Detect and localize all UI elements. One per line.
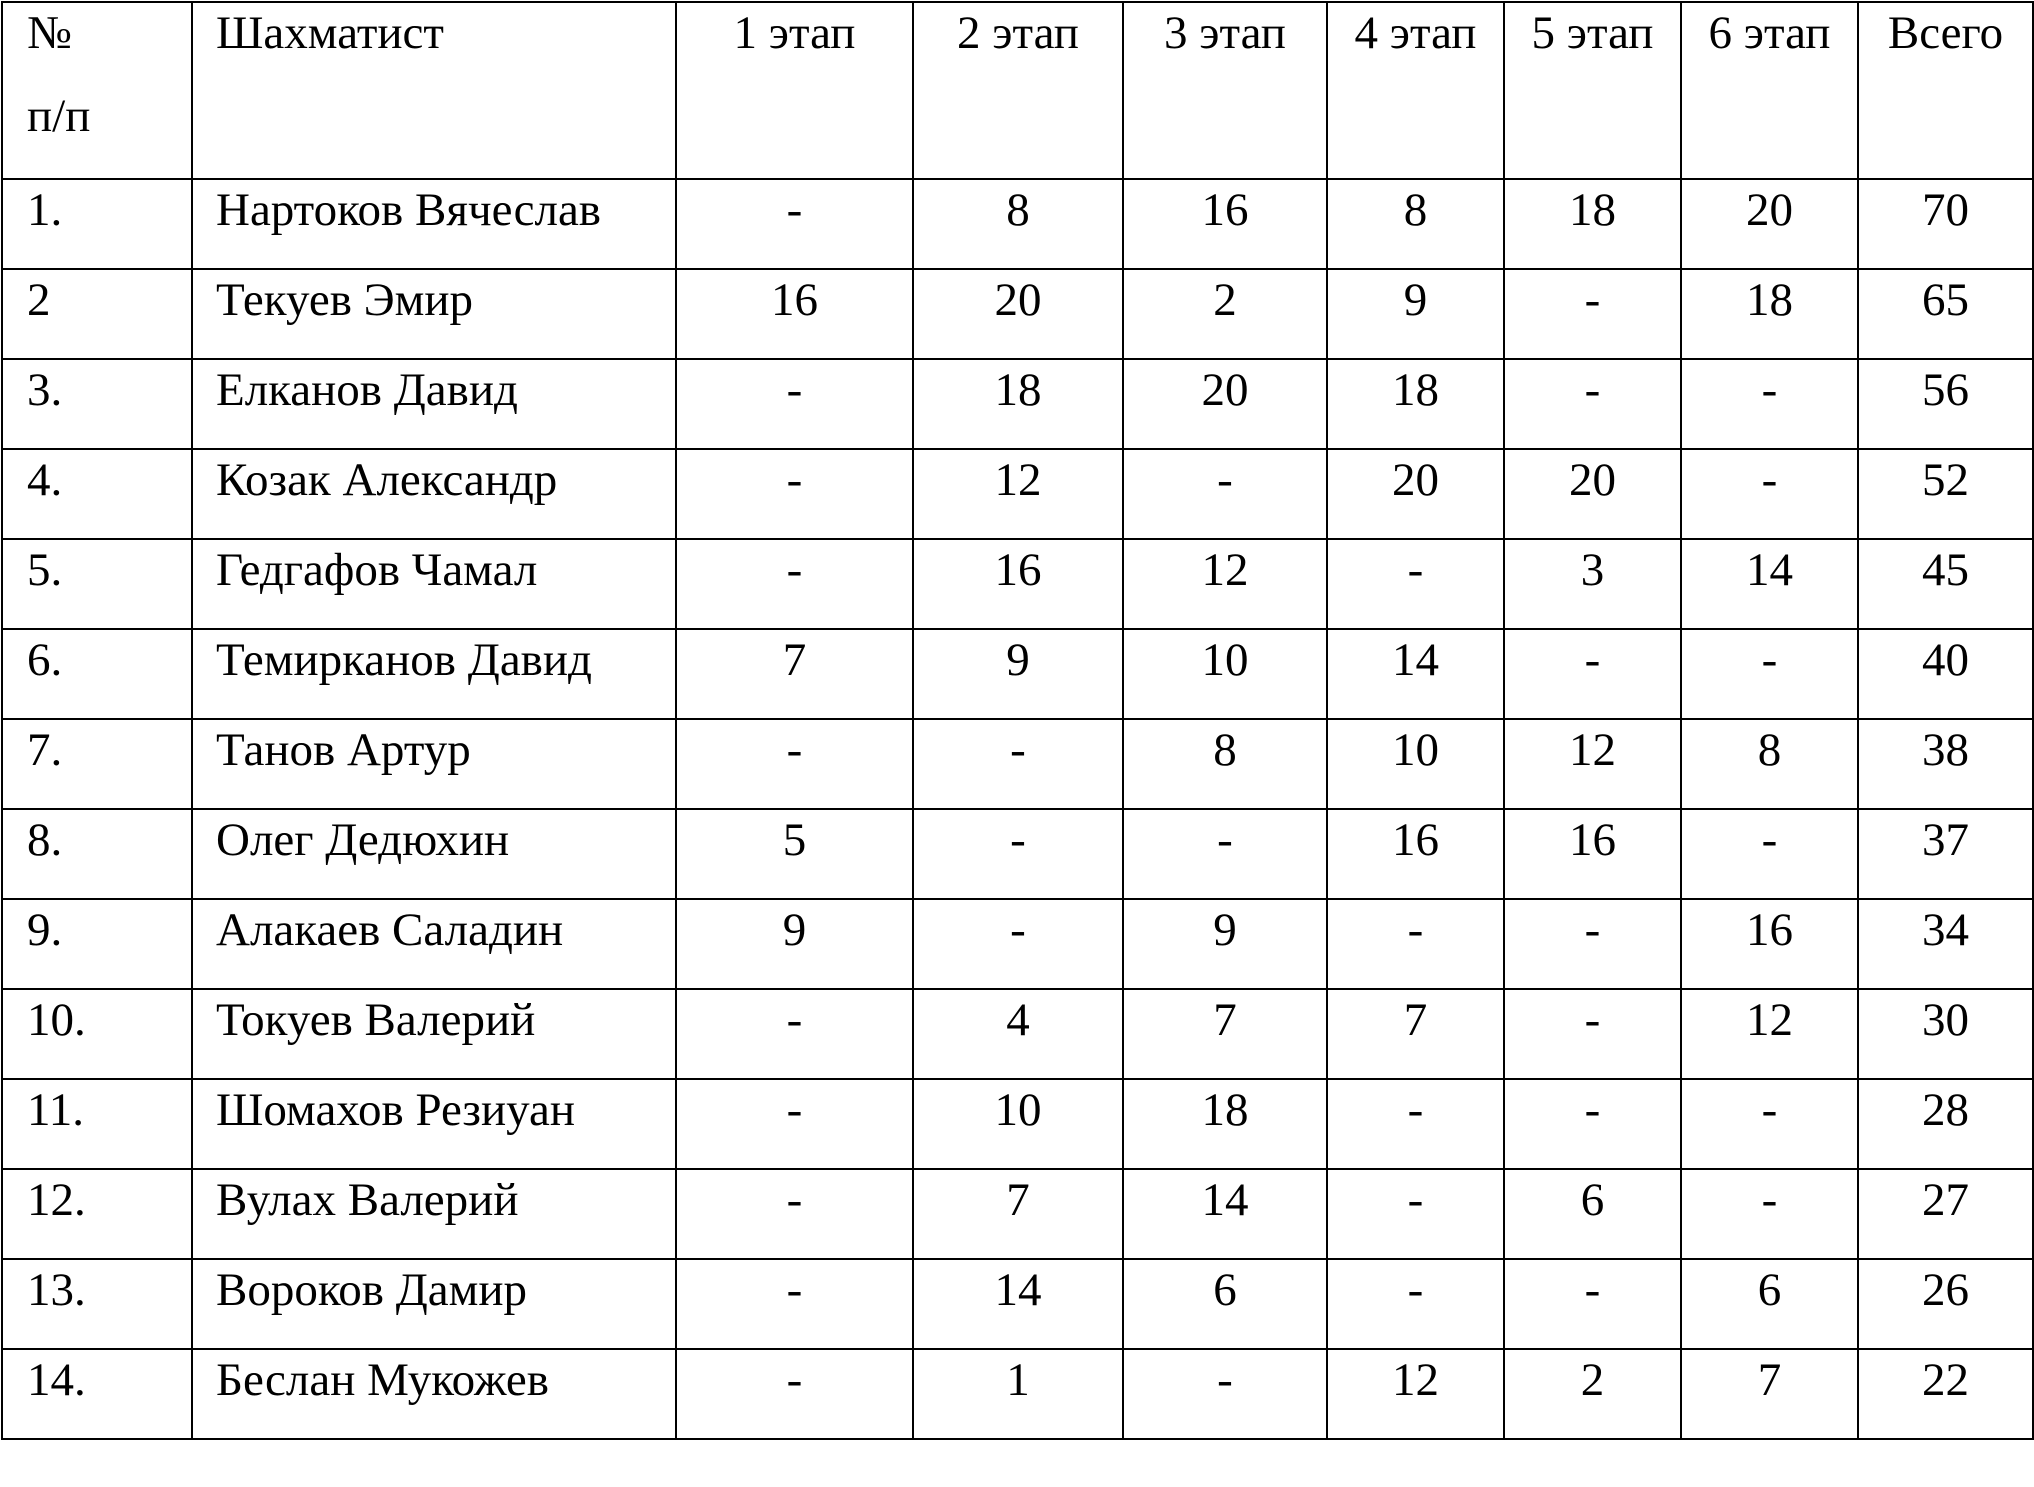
stage-3-points: 9 xyxy=(1123,899,1327,989)
table-row xyxy=(2,179,2033,269)
player-name: Гедгафов Чамал xyxy=(192,539,676,629)
stage-4-points: 10 xyxy=(1327,719,1504,809)
table-row xyxy=(2,809,2033,899)
row-number: 12. xyxy=(2,1169,192,1259)
stage-3-points: 8 xyxy=(1123,719,1327,809)
total-points: 27 xyxy=(1858,1169,2033,1259)
stage-2-points: - xyxy=(913,809,1123,899)
total-points: 65 xyxy=(1858,269,2033,359)
stage-5-points: - xyxy=(1504,899,1681,989)
total-points: 30 xyxy=(1858,989,2033,1079)
stage-4-points: 9 xyxy=(1327,269,1504,359)
player-name: Нартоков Вячеслав xyxy=(192,179,676,269)
header-stage-6: 6 этап xyxy=(1681,2,1858,179)
row-number: 10. xyxy=(2,989,192,1079)
stage-2-points: 7 xyxy=(913,1169,1123,1259)
stage-1-points: - xyxy=(676,719,913,809)
header-stage-1: 1 этап xyxy=(676,2,913,179)
stage-6-points: - xyxy=(1681,629,1858,719)
total-points: 37 xyxy=(1858,809,2033,899)
header-player: Шахматист xyxy=(192,2,676,179)
stage-6-points: 16 xyxy=(1681,899,1858,989)
table-row xyxy=(2,629,2033,719)
table-row xyxy=(2,539,2033,629)
results-table xyxy=(1,1,2034,1440)
stage-3-points: 14 xyxy=(1123,1169,1327,1259)
table-row xyxy=(2,359,2033,449)
stage-1-points: - xyxy=(676,539,913,629)
stage-5-points: 12 xyxy=(1504,719,1681,809)
table-row xyxy=(2,1349,2033,1439)
stage-4-points: 16 xyxy=(1327,809,1504,899)
stage-1-points: 7 xyxy=(676,629,913,719)
row-number: 13. xyxy=(2,1259,192,1349)
stage-4-points: 18 xyxy=(1327,359,1504,449)
header-number-symbol: № xyxy=(27,7,72,59)
stage-2-points: 12 xyxy=(913,449,1123,539)
stage-5-points: - xyxy=(1504,1259,1681,1349)
total-points: 28 xyxy=(1858,1079,2033,1169)
stage-5-points: 16 xyxy=(1504,809,1681,899)
row-number: 11. xyxy=(2,1079,192,1169)
stage-3-points: - xyxy=(1123,449,1327,539)
stage-1-points: - xyxy=(676,1079,913,1169)
stage-2-points: 10 xyxy=(913,1079,1123,1169)
player-name: Елканов Давид xyxy=(192,359,676,449)
player-name: Шомахов Резиуан xyxy=(192,1079,676,1169)
header-stage-5: 5 этап xyxy=(1504,2,1681,179)
stage-6-points: - xyxy=(1681,1169,1858,1259)
player-name: Вороков Дамир xyxy=(192,1259,676,1349)
header-stage-2: 2 этап xyxy=(913,2,1123,179)
player-name: Токуев Валерий xyxy=(192,989,676,1079)
stage-1-points: - xyxy=(676,1169,913,1259)
header-stage-4: 4 этап xyxy=(1327,2,1504,179)
table-row xyxy=(2,899,2033,989)
stage-2-points: 1 xyxy=(913,1349,1123,1439)
stage-1-points: - xyxy=(676,179,913,269)
stage-1-points: 5 xyxy=(676,809,913,899)
stage-5-points: 2 xyxy=(1504,1349,1681,1439)
player-name: Вулах Валерий xyxy=(192,1169,676,1259)
stage-1-points: 16 xyxy=(676,269,913,359)
row-number: 1. xyxy=(2,179,192,269)
stage-3-points: - xyxy=(1123,1349,1327,1439)
stage-4-points: 20 xyxy=(1327,449,1504,539)
table-row xyxy=(2,1079,2033,1169)
table-row xyxy=(2,1169,2033,1259)
stage-2-points: - xyxy=(913,719,1123,809)
stage-4-points: 7 xyxy=(1327,989,1504,1079)
stage-3-points: 2 xyxy=(1123,269,1327,359)
total-points: 22 xyxy=(1858,1349,2033,1439)
stage-2-points: 16 xyxy=(913,539,1123,629)
player-name: Алакаев Саладин xyxy=(192,899,676,989)
row-number: 9. xyxy=(2,899,192,989)
row-number: 5. xyxy=(2,539,192,629)
player-name: Беслан Мукожев xyxy=(192,1349,676,1439)
stage-3-points: 10 xyxy=(1123,629,1327,719)
stage-4-points: - xyxy=(1327,1169,1504,1259)
stage-4-points: 14 xyxy=(1327,629,1504,719)
total-points: 40 xyxy=(1858,629,2033,719)
row-number: 14. xyxy=(2,1349,192,1439)
stage-4-points: - xyxy=(1327,1079,1504,1169)
stage-3-points: - xyxy=(1123,809,1327,899)
stage-2-points: 8 xyxy=(913,179,1123,269)
stage-3-points: 18 xyxy=(1123,1079,1327,1169)
header-row xyxy=(2,2,2033,179)
header-number xyxy=(2,2,192,179)
stage-1-points: 9 xyxy=(676,899,913,989)
stage-6-points: - xyxy=(1681,359,1858,449)
stage-3-points: 7 xyxy=(1123,989,1327,1079)
stage-6-points: 12 xyxy=(1681,989,1858,1079)
total-points: 38 xyxy=(1858,719,2033,809)
table-row xyxy=(2,989,2033,1079)
table-row xyxy=(2,269,2033,359)
stage-6-points: - xyxy=(1681,449,1858,539)
stage-5-points: - xyxy=(1504,269,1681,359)
total-points: 56 xyxy=(1858,359,2033,449)
stage-6-points: - xyxy=(1681,809,1858,899)
row-number: 2 xyxy=(2,269,192,359)
table-row xyxy=(2,449,2033,539)
stage-2-points: 18 xyxy=(913,359,1123,449)
stage-4-points: - xyxy=(1327,539,1504,629)
stage-2-points: 20 xyxy=(913,269,1123,359)
stage-2-points: 14 xyxy=(913,1259,1123,1349)
stage-4-points: - xyxy=(1327,1259,1504,1349)
stage-5-points: - xyxy=(1504,359,1681,449)
stage-6-points: 6 xyxy=(1681,1259,1858,1349)
player-name: Козак Александр xyxy=(192,449,676,539)
row-number: 6. xyxy=(2,629,192,719)
total-points: 26 xyxy=(1858,1259,2033,1349)
stage-1-points: - xyxy=(676,1349,913,1439)
total-points: 52 xyxy=(1858,449,2033,539)
stage-6-points: - xyxy=(1681,1079,1858,1169)
stage-2-points: - xyxy=(913,899,1123,989)
stage-3-points: 6 xyxy=(1123,1259,1327,1349)
total-points: 34 xyxy=(1858,899,2033,989)
total-points: 70 xyxy=(1858,179,2033,269)
row-number: 4. xyxy=(2,449,192,539)
stage-4-points: - xyxy=(1327,899,1504,989)
stage-1-points: - xyxy=(676,359,913,449)
stage-1-points: - xyxy=(676,449,913,539)
stage-5-points: 3 xyxy=(1504,539,1681,629)
player-name: Олег Дедюхин xyxy=(192,809,676,899)
row-number: 7. xyxy=(2,719,192,809)
row-number: 3. xyxy=(2,359,192,449)
table-row xyxy=(2,719,2033,809)
stage-5-points: 20 xyxy=(1504,449,1681,539)
stage-5-points: - xyxy=(1504,629,1681,719)
stage-4-points: 12 xyxy=(1327,1349,1504,1439)
header-number-abbrev: п/п xyxy=(27,90,91,142)
table-row xyxy=(2,1259,2033,1349)
stage-1-points: - xyxy=(676,989,913,1079)
stage-3-points: 16 xyxy=(1123,179,1327,269)
header-stage-3: 3 этап xyxy=(1123,2,1327,179)
stage-5-points: 18 xyxy=(1504,179,1681,269)
total-points: 45 xyxy=(1858,539,2033,629)
stage-4-points: 8 xyxy=(1327,179,1504,269)
stage-3-points: 12 xyxy=(1123,539,1327,629)
stage-2-points: 4 xyxy=(913,989,1123,1079)
stage-5-points: 6 xyxy=(1504,1169,1681,1259)
stage-6-points: 18 xyxy=(1681,269,1858,359)
row-number: 8. xyxy=(2,809,192,899)
player-name: Танов Артур xyxy=(192,719,676,809)
stage-5-points: - xyxy=(1504,1079,1681,1169)
stage-1-points: - xyxy=(676,1259,913,1349)
stage-2-points: 9 xyxy=(913,629,1123,719)
player-name: Темирканов Давид xyxy=(192,629,676,719)
stage-6-points: 14 xyxy=(1681,539,1858,629)
stage-5-points: - xyxy=(1504,989,1681,1079)
stage-3-points: 20 xyxy=(1123,359,1327,449)
header-total: Всего xyxy=(1858,2,2033,179)
stage-6-points: 20 xyxy=(1681,179,1858,269)
player-name: Текуев Эмир xyxy=(192,269,676,359)
stage-6-points: 7 xyxy=(1681,1349,1858,1439)
stage-6-points: 8 xyxy=(1681,719,1858,809)
